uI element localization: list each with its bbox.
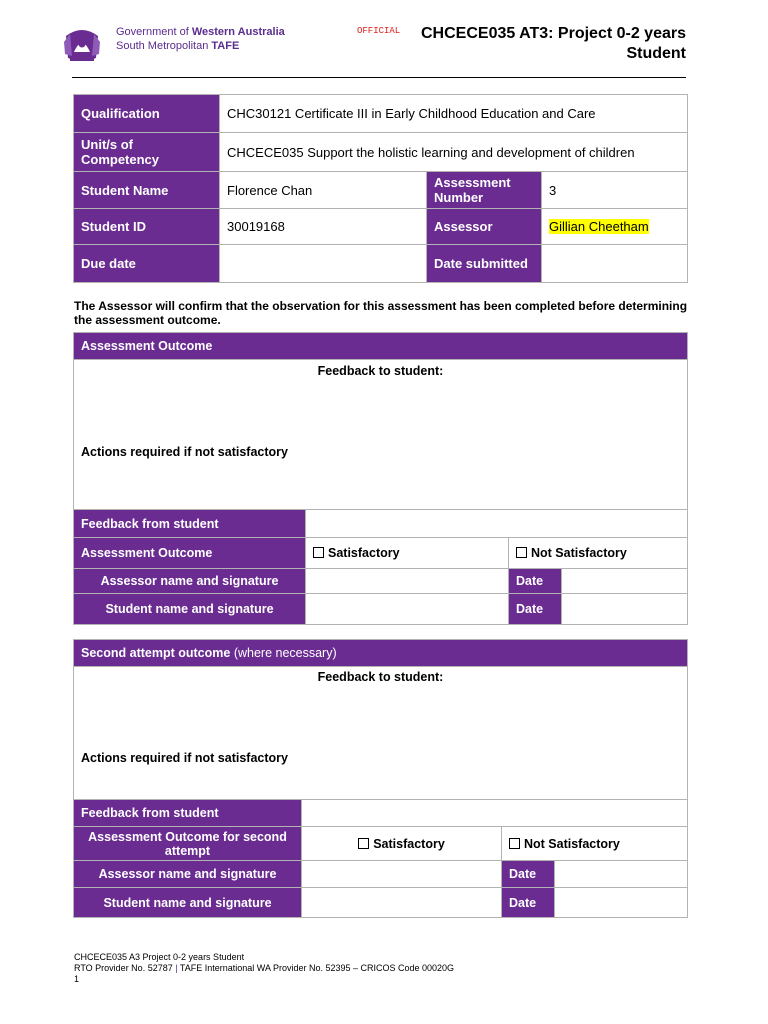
second-assessor-date-field[interactable] <box>555 861 688 888</box>
assessment-number-value[interactable]: 3 <box>542 172 688 209</box>
actions-required-label: Actions required if not satisfactory <box>81 445 288 459</box>
due-date-label: Due date <box>74 245 220 283</box>
student-date-label: Date <box>509 594 562 625</box>
document-title <box>421 24 686 64</box>
student-details-table <box>73 94 688 283</box>
header-divider <box>72 77 686 78</box>
second-student-date-field[interactable] <box>555 888 688 918</box>
student-signature-field[interactable] <box>306 594 509 625</box>
second-attempt-header <box>74 640 688 667</box>
unit-value: CHCECE035 Support the holistic learning and development of children <box>220 133 688 172</box>
second-actions-required-label: Actions required if not satisfactory <box>81 751 288 765</box>
second-student-signature-field[interactable] <box>302 888 502 918</box>
student-date-field[interactable] <box>562 594 688 625</box>
qualification-value: CHC30121 Certificate III in Early Childhood Education and Care <box>220 95 688 133</box>
satisfactory-checkbox[interactable]: Satisfactory <box>306 538 509 569</box>
second-attempt-outcome-table <box>73 639 688 918</box>
assessment-outcome-table <box>73 332 688 625</box>
feedback-from-student-field[interactable] <box>306 510 688 538</box>
not-satisfactory-checkbox[interactable]: Not Satisfactory <box>509 538 688 569</box>
second-satisfactory-checkbox[interactable]: Satisfactory <box>302 827 502 861</box>
assessor-signature-label: Assessor name and signature <box>74 569 306 594</box>
second-assessment-outcome-label: Assessment Outcome for second attempt <box>74 827 302 861</box>
student-name-value[interactable]: Florence Chan <box>220 172 427 209</box>
assessment-outcome-header: Assessment Outcome <box>74 333 688 360</box>
second-feedback-from-student-label: Feedback from student <box>74 800 302 827</box>
date-submitted-value[interactable] <box>542 245 688 283</box>
assessor-signature-field[interactable] <box>306 569 509 594</box>
checkbox-icon <box>358 838 369 849</box>
second-assessor-signature-field[interactable] <box>302 861 502 888</box>
footer-page-number: 1 <box>74 974 80 984</box>
second-feedback-to-student-title: Feedback to student: <box>317 670 444 684</box>
assessor-date-label: Date <box>509 569 562 594</box>
org-name-line1: Government of Western Australia <box>116 26 285 38</box>
assessor-value[interactable] <box>542 209 688 245</box>
student-id-label: Student ID <box>74 209 220 245</box>
checkbox-icon <box>509 838 520 849</box>
feedback-from-student-label: Feedback from student <box>74 510 306 538</box>
feedback-to-student-area[interactable] <box>74 360 688 510</box>
second-attempt-title: Second attempt outcome <box>81 646 231 660</box>
assessor-confirmation-note: The Assessor will confirm that the observation for this assessment has been completed before determining the assessment outcome. <box>74 299 688 327</box>
page-footer <box>74 952 454 985</box>
assessor-value-text: Gillian Cheetham <box>549 219 649 234</box>
unit-label: Unit/s of Competency <box>74 133 220 172</box>
second-student-signature-label: Student name and signature <box>74 888 302 918</box>
checkbox-icon <box>516 547 527 558</box>
student-signature-label: Student name and signature <box>74 594 306 625</box>
feedback-to-student-title: Feedback to student: <box>317 364 444 378</box>
student-id-value[interactable]: 30019168 <box>220 209 427 245</box>
due-date-value[interactable] <box>220 245 427 283</box>
assessor-date-field[interactable] <box>562 569 688 594</box>
date-submitted-label: Date submitted <box>427 245 542 283</box>
assessor-label: Assessor <box>427 209 542 245</box>
second-feedback-from-student-field[interactable] <box>302 800 688 827</box>
wa-government-crest-logo <box>62 22 102 64</box>
second-attempt-note: (where necessary) <box>233 646 337 660</box>
footer-document-code: CHCECE035 A3 Project 0-2 years Student <box>74 952 245 962</box>
second-assessor-date-label: Date <box>502 861 555 888</box>
second-assessor-signature-label: Assessor name and signature <box>74 861 302 888</box>
student-name-label: Student Name <box>74 172 220 209</box>
assessment-number-label: Assessment Number <box>427 172 542 209</box>
document-title-line1: CHCECE035 AT3: Project 0-2 years <box>421 25 686 42</box>
checkbox-icon <box>313 547 324 558</box>
official-stamp: OFFICIAL <box>357 26 401 36</box>
second-not-satisfactory-checkbox[interactable]: Not Satisfactory <box>502 827 688 861</box>
second-feedback-to-student-area[interactable] <box>74 667 688 800</box>
document-title-line2: Student <box>626 45 686 62</box>
footer-provider-info: RTO Provider No. 52787 | TAFE International WA Provider No. 52395 – CRICOS Code 00020G <box>74 963 455 973</box>
assessment-outcome-label: Assessment Outcome <box>74 538 306 569</box>
second-student-date-label: Date <box>502 888 555 918</box>
org-name-line2: South Metropolitan TAFE <box>116 40 240 52</box>
qualification-label: Qualification <box>74 95 220 133</box>
